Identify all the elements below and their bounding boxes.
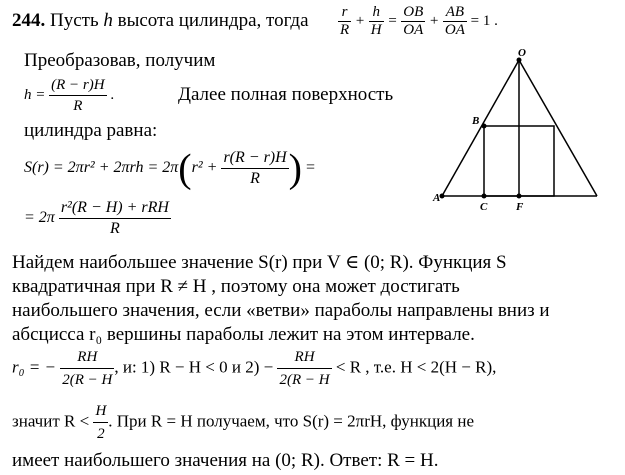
intro-word: Пусть: [50, 10, 99, 31]
r0-line: r₀ = − $\frac{RH}{2(R - H}$ , и: 1) R − H < 0 и 2) − $\frac{RH}{2(R - H}$ < R , т.е. H < 2(H − R),: [12, 346, 496, 391]
label-O: O: [518, 48, 526, 59]
cone-right-edge: [519, 60, 597, 196]
para-line-1: Найдем наибольшее значение S(r) при V ∈ (0; R). Функция S: [12, 252, 507, 273]
intro-rest: высота цилиндра, тогда: [117, 10, 309, 31]
cylinder-text: цилиндра равна:: [24, 120, 158, 141]
label-F: F: [516, 201, 524, 213]
cone-cylinder-diagram: [432, 48, 617, 213]
fraction-OB-over-OA: $\frac{OB}{OA}$: [403, 4, 424, 38]
para-line-4: абсцисса r₀ вершины параболы лежит на этом интервале.: [12, 324, 475, 345]
fraction-r-over-R: $\frac{r}{R}$: [340, 4, 350, 38]
further-text: Далее полная поверхность: [178, 84, 394, 105]
surface-formula: S(r) = 2πr² + 2πrh = 2π(r² + $\frac{r(R - r)H}{R}$ ) =: [24, 145, 316, 191]
label-C: C: [480, 201, 488, 213]
fraction-AB-over-OA: $\frac{AB}{OA}$: [444, 4, 465, 38]
surface-formula-2: = 2π $\frac{\text{r²(R − H) + rRH}}{R}$: [24, 199, 169, 237]
problem-line-1: [12, 10, 309, 32]
ratio-equation: $\frac{r}{R}$ + $\frac{h}{H}$ = $\frac{OB}{OA}$ + $\frac{AB}{OA}$ = 1 .: [340, 4, 498, 38]
label-B: B: [472, 115, 480, 127]
para-line-3: наибольшего значения, если «ветви» параболы направлены вниз и: [12, 300, 550, 321]
fraction-h-over-H: $\frac{h}{H}$: [370, 4, 382, 38]
equals-one: = 1 .: [470, 12, 498, 29]
problem-number: 244.: [12, 10, 46, 31]
last-line: имеет наибольшего значения на (0; R). Ответ: R = H.: [12, 450, 439, 471]
cone-left-edge: [442, 60, 519, 196]
var-h: h: [103, 10, 113, 31]
para-line-2: квадратичная при R ≠ H , поэтому она может достигать: [12, 276, 460, 297]
label-A: A: [433, 192, 441, 204]
transform-text: Преобразовав, получим: [24, 50, 216, 71]
then-line: значит R < $\frac{H}{2}$ . При R = H получаем, что S(r) = 2πrH, функция не: [12, 400, 474, 445]
h-formula: h = $\frac{(R - r)H}{R}$ .: [24, 77, 115, 114]
